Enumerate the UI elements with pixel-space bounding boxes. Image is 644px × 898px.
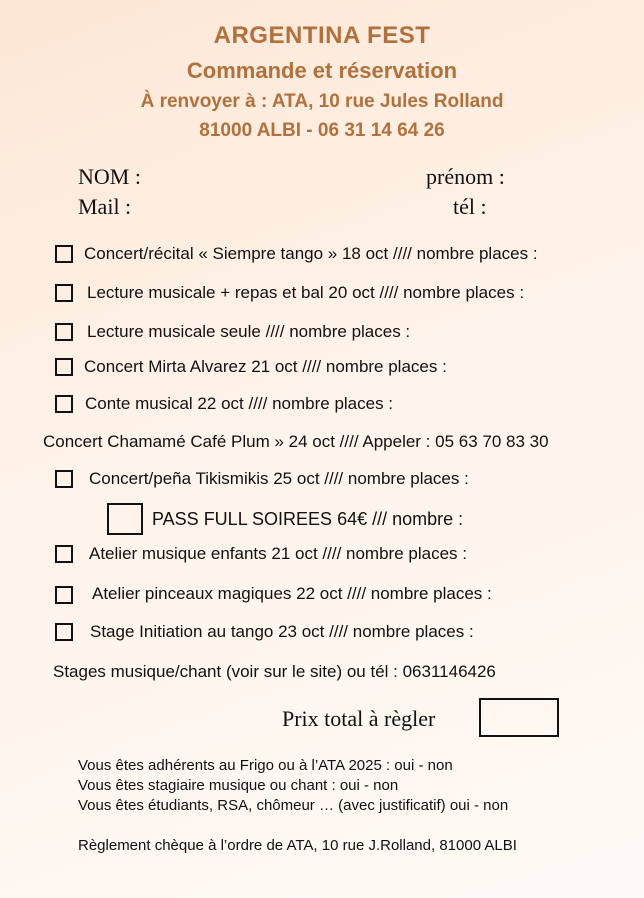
event-title: ARGENTINA FEST bbox=[213, 22, 431, 49]
event-atelier-enfants: Atelier musique enfants 21 oct //// nombre places : bbox=[89, 544, 467, 563]
checkbox-atelier-pinceaux[interactable] bbox=[55, 586, 73, 604]
checkbox-stage-tango[interactable] bbox=[55, 623, 73, 641]
event-mirta-alvarez: Concert Mirta Alvarez 21 oct //// nombre places : bbox=[84, 357, 447, 376]
event-pass-full-soirees: PASS FULL SOIREES 64€ /// nombre : bbox=[152, 509, 464, 529]
checkbox-mirta-alvarez[interactable] bbox=[55, 358, 73, 376]
checkbox-lecture-seule[interactable] bbox=[55, 323, 73, 341]
event-conte-musical: Conte musical 22 oct //// nombre places : bbox=[85, 394, 394, 413]
checkbox-tikismikis[interactable] bbox=[55, 470, 73, 488]
event-stage-tango: Stage Initiation au tango 23 oct //// nombre places : bbox=[90, 622, 474, 641]
checkbox-atelier-enfants[interactable] bbox=[55, 545, 73, 563]
nom-label[interactable]: NOM : bbox=[78, 164, 141, 189]
checkbox-siempre-tango[interactable] bbox=[55, 245, 73, 263]
event-lecture-seule: Lecture musicale seule //// nombre places : bbox=[87, 322, 411, 341]
event-atelier-pinceaux: Atelier pinceaux magiques 22 oct //// nombre places : bbox=[92, 584, 492, 603]
mail-label[interactable]: Mail : bbox=[78, 194, 132, 219]
question-adherent: Vous êtes adhérents au Frigo ou à l’ATA 2025 : oui - non bbox=[78, 757, 453, 774]
checkbox-pass-full-soirees[interactable] bbox=[107, 503, 143, 535]
event-lecture-repas-bal: Lecture musicale + repas et bal 20 oct //// nombre places : bbox=[87, 283, 525, 302]
payment-info: Règlement chèque à l’ordre de ATA, 10 rue J.Rolland, 81000 ALBI bbox=[78, 837, 517, 854]
event-chamame-cafe-plum: Concert Chamamé Café Plum » 24 oct //// Appeler : 05 63 70 83 30 bbox=[43, 432, 549, 451]
prenom-label[interactable]: prénom : bbox=[426, 164, 505, 189]
total-price-field[interactable] bbox=[479, 698, 559, 737]
event-stages-musique: Stages musique/chant (voir sur le site) ou tél : 0631146426 bbox=[53, 662, 496, 681]
tel-label[interactable]: tél : bbox=[453, 194, 487, 219]
form-subtitle: Commande et réservation bbox=[186, 58, 458, 83]
event-tikismikis: Concert/peña Tikismikis 25 oct //// nombre places : bbox=[89, 469, 469, 488]
event-siempre-tango: Concert/récital « Siempre tango » 18 oct //// nombre places : bbox=[84, 244, 538, 263]
total-label: Prix total à règler bbox=[282, 706, 436, 731]
question-stagiaire: Vous êtes stagiaire musique ou chant : oui - non bbox=[78, 777, 399, 794]
checkbox-lecture-repas-bal[interactable] bbox=[55, 284, 73, 302]
city-phone: 81000 ALBI - 06 31 14 64 26 bbox=[199, 120, 445, 141]
question-reduction: Vous êtes étudiants, RSA, chômeur … (avec justificatif) oui - non bbox=[78, 797, 509, 814]
checkbox-conte-musical[interactable] bbox=[55, 395, 73, 413]
return-address: À renvoyer à : ATA, 10 rue Jules Rolland bbox=[140, 91, 504, 112]
